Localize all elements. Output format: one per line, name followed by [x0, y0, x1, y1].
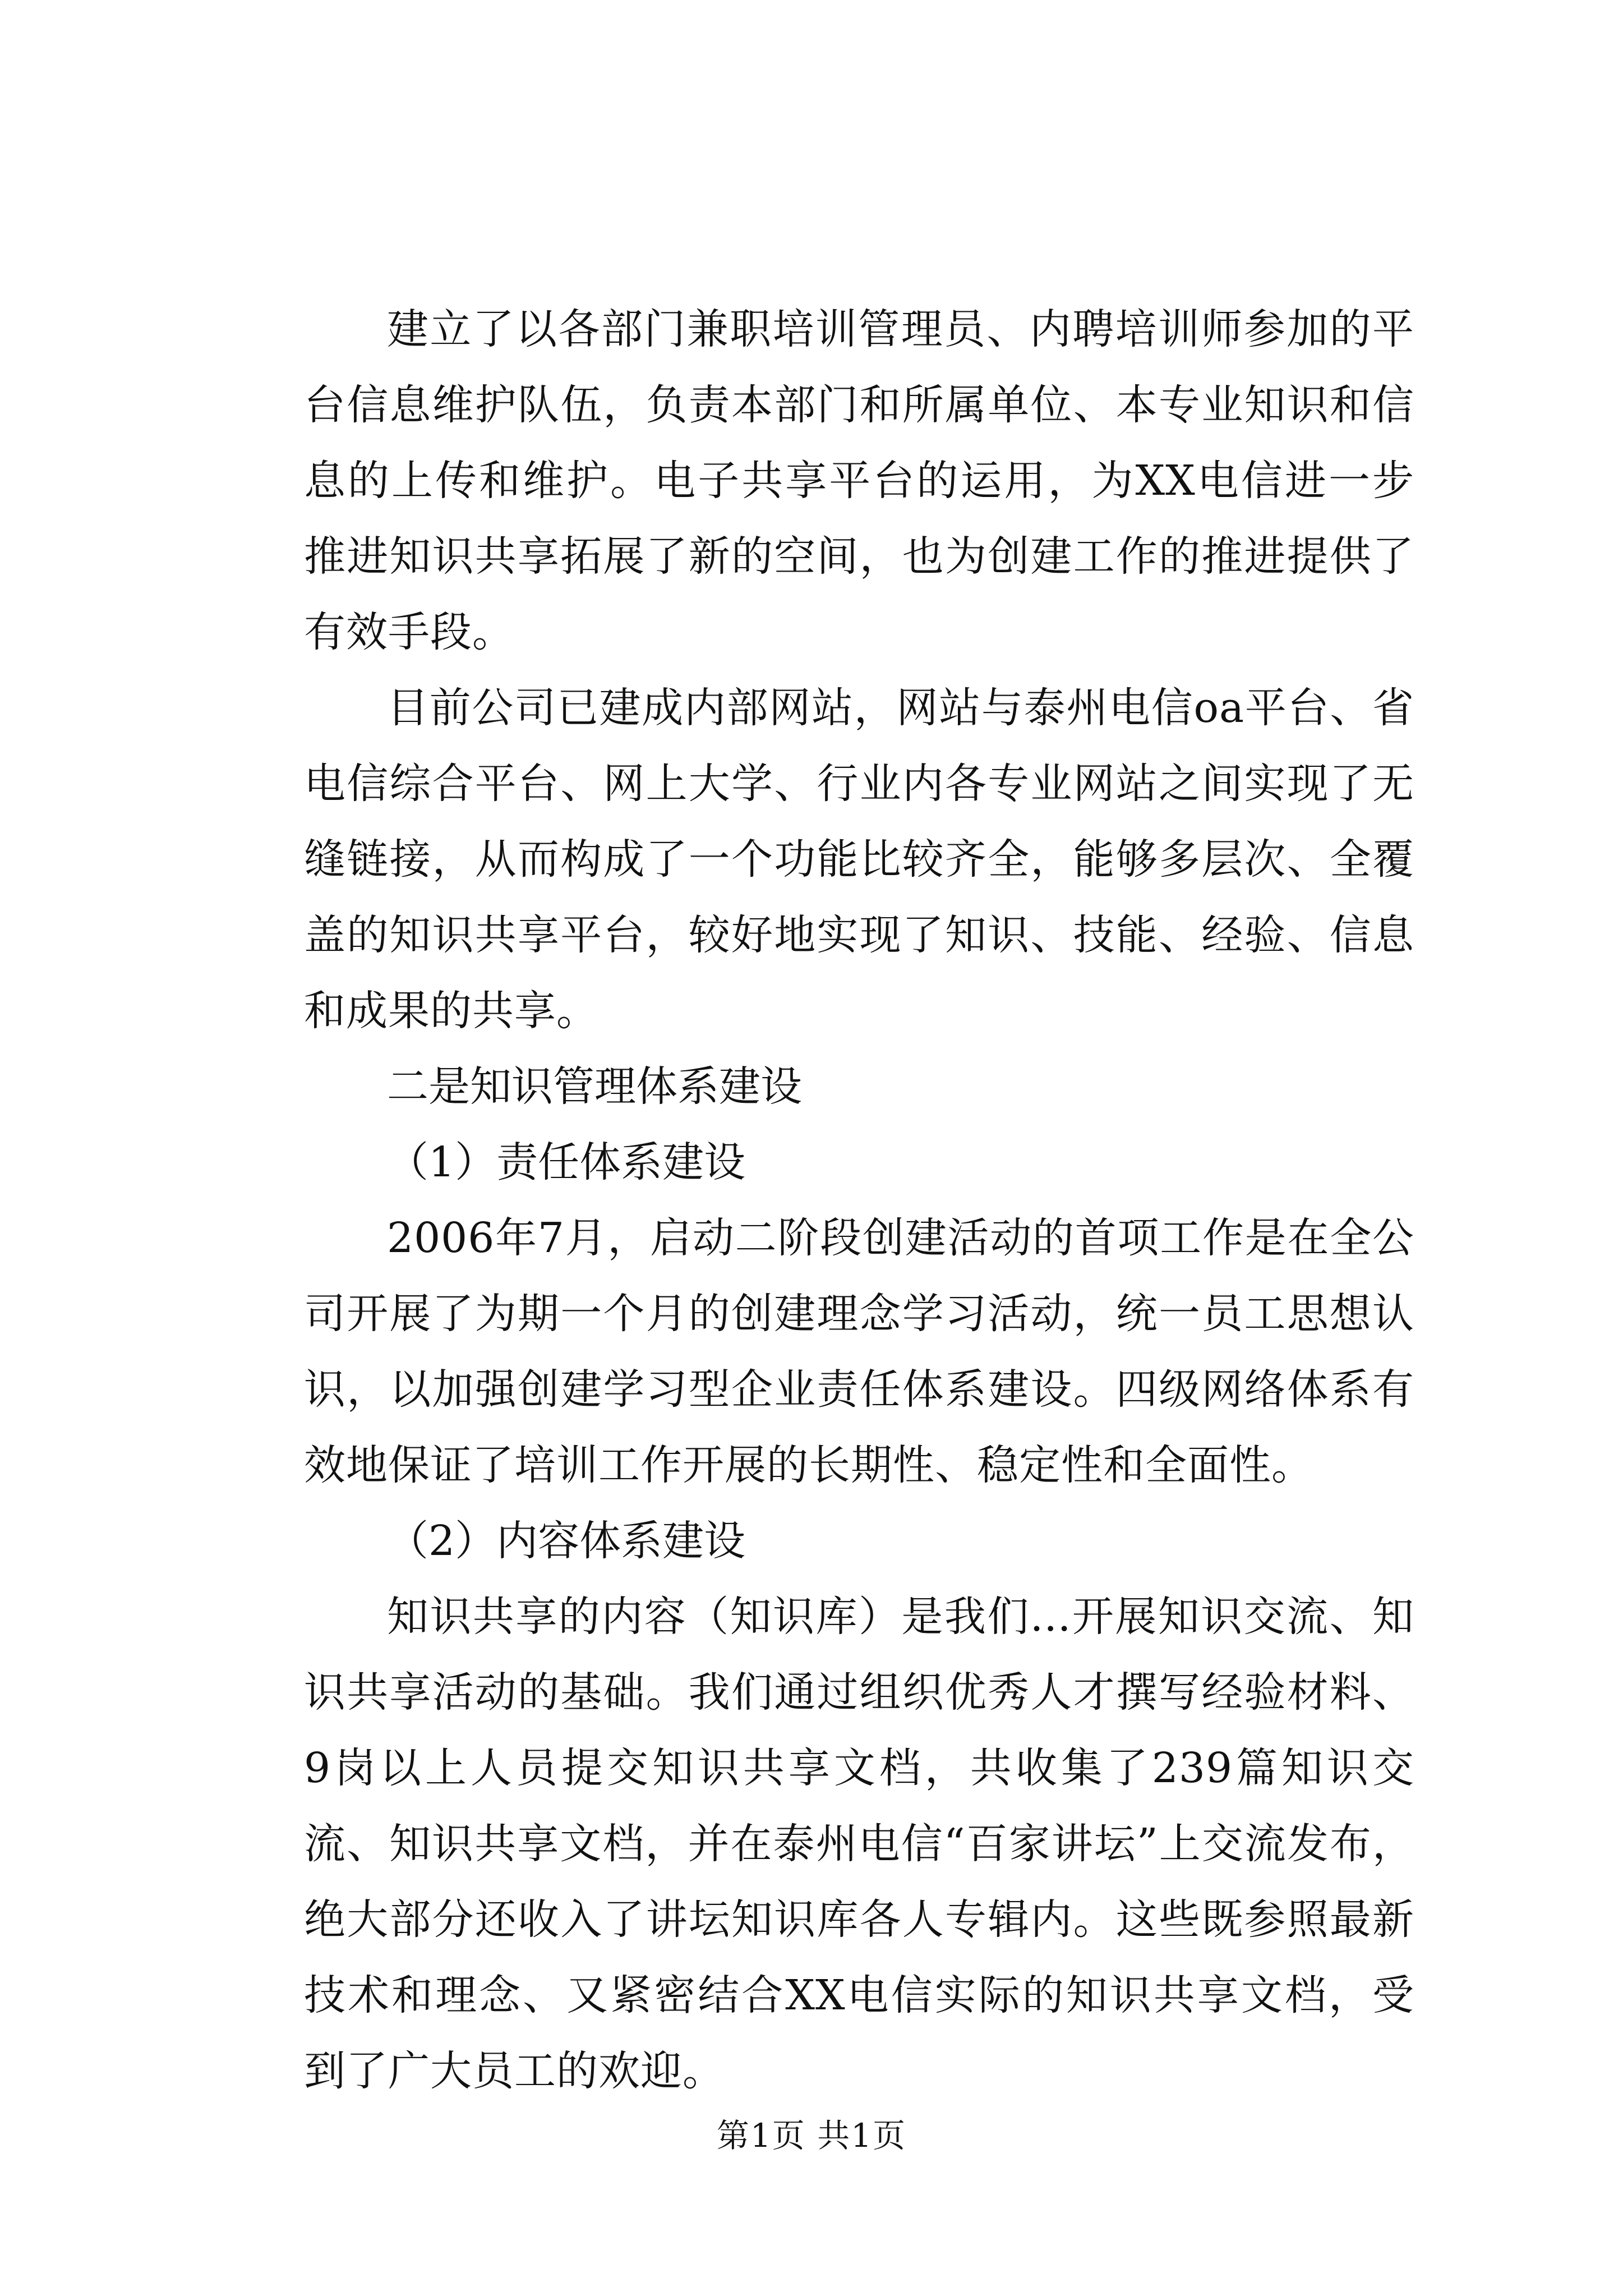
document-body — [304, 292, 1414, 2109]
paragraph-internal-website: 目前公司已建成内部网站，网站与泰州电信oa平台、省电信综合平台、网上大学、行业内各专业网站之间实现了无缝链接，从而构成了一个功能比较齐全，能够多层次、全覆盖的知识共享平台，较好地实现了知识、技能、经验、信息和成果的共享。 — [304, 684, 1414, 1035]
paragraph-content-system: 知识共享的内容（知识库）是我们...开展知识交流、知识共享活动的基础。我们通过组织优秀人才撰写经验材料、9岗以上人员提交知识共享文档，共收集了239篇知识交流、知识共享文档，并在泰州电信“百家讲坛”上交流发布，绝大部分还收入了讲坛知识库各人专辑内。这些既参照最新技术和理念、又紧密结合XX电信实际的知识共享文档，受到了广大员工的欢迎。 — [304, 1593, 1414, 2095]
subheading-responsibility-system: （1）责任体系建设 — [387, 1138, 746, 1186]
page-footer: 第1页 共1页 — [716, 2116, 907, 2155]
section-heading-knowledge-management: 二是知识管理体系建设 — [387, 1062, 802, 1111]
paragraph-responsibility-system: 2006年7月，启动二阶段创建活动的首项工作是在全公司开展了为期一个月的创建理念学习活动，统一员工思想认识，以加强创建学习型企业责任体系建设。四级网络体系有效地保证了培训工作开展的长期性、稳定性和全面性。 — [304, 1214, 1414, 1489]
paragraph-platform-maintenance: 建立了以各部门兼职培训管理员、内聘培训师参加的平台信息维护队伍，负责本部门和所属单位、本专业知识和信息的上传和维护。电子共享平台的运用，为XX电信进一步推进知识共享拓展了新的空间，也为创建工作的推进提供了有效手段。 — [304, 305, 1414, 656]
subheading-content-system: （2）内容体系建设 — [387, 1517, 746, 1565]
